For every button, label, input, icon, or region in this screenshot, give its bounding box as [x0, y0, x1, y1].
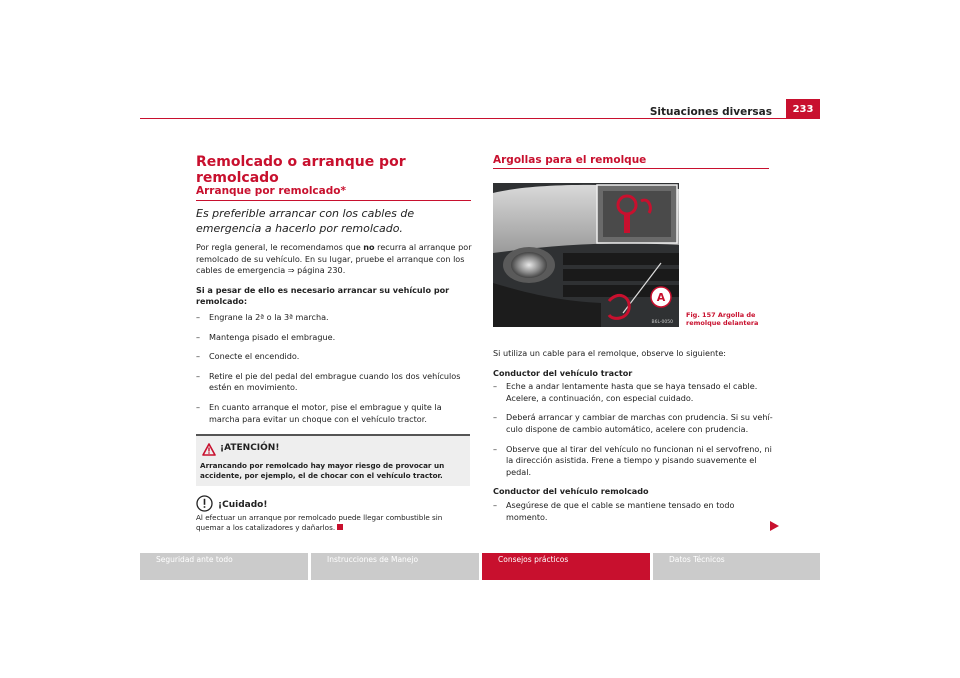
square-icon	[337, 524, 343, 530]
left-body	[196, 242, 472, 433]
footer-tab-seguridad[interactable]: Seguridad ante todo	[140, 553, 308, 580]
dash: –	[196, 311, 201, 322]
para-intro: Si utiliza un cable para el remolque, observe lo siguiente:	[493, 348, 727, 358]
figure-label-a: A	[656, 291, 666, 304]
step-item	[196, 371, 472, 394]
step-item	[196, 332, 472, 344]
caution-text	[196, 513, 472, 533]
warning-box	[196, 434, 470, 486]
dash: –	[493, 412, 498, 423]
tractor-heading: Conductor del vehículo tractor	[493, 367, 633, 378]
main-title: Remolcado o arranque por remolcado	[196, 154, 406, 186]
subtitle: Arranque por remolcado*	[196, 185, 346, 197]
step-text: Engrane la 2ª o la 3ª marcha.	[209, 311, 329, 322]
subtitle-rule	[196, 200, 471, 201]
warning-triangle-icon	[202, 443, 216, 456]
right-body	[493, 348, 775, 531]
triangle-right-icon[interactable]	[770, 521, 779, 531]
dash: –	[196, 370, 201, 381]
warning-text: Arrancando por remolcado hay mayor riesgo de provocar un accidente, por ejemplo, el de chocar con el vehículo tractor.	[200, 461, 445, 480]
dash: –	[196, 401, 201, 412]
step-item	[196, 351, 472, 363]
dash: –	[196, 331, 201, 342]
step-text: Observe que al tirar del vehículo no funcionan ni el servofreno, ni la dirección asistida. Frene a tiempo y pisando suavemente el pedal.	[506, 443, 772, 477]
dash: –	[196, 351, 201, 362]
tractor-step	[493, 444, 775, 479]
footer-tab-consejos[interactable]: Consejos prácticos	[482, 553, 650, 580]
warning-title: ¡ATENCIÓN!	[220, 443, 280, 453]
dash: –	[493, 381, 498, 392]
step-text: Asegúrese de que el cable se mantiene tensado en todo momento.	[506, 499, 735, 522]
step-text: Conecte el encendido.	[209, 351, 300, 362]
para1-end: recurra al arranque por remolcado de su vehículo. En su lugar, pruebe el arranque con los cables de emergencia ⇒ página 230.	[196, 242, 472, 276]
exclamation-circle-icon	[196, 495, 213, 512]
para-if-needed: Si a pesar de ello es necesario arrancar su vehículo por remolcado:	[196, 284, 450, 307]
step-text: Retire el pie del pedal del embrague cuando los dos vehículos estén en movimiento.	[209, 370, 461, 393]
para1-bold: no	[363, 242, 375, 252]
right-title: Argollas para el remolque	[493, 154, 647, 166]
footer-tab-datos[interactable]: Datos Técnicos	[653, 553, 820, 580]
step-item	[196, 312, 472, 324]
tractor-step	[493, 412, 775, 435]
para1-start: Por regla general, le recomendamos que	[196, 242, 364, 252]
tractor-step	[493, 381, 775, 404]
figure-caption: Fig. 157 Argolla de remolque delantera	[686, 311, 759, 327]
step-text: Deberá arrancar y cambiar de marchas con prudencia. Si su vehí-culo dispone de cambio automático, acelere con prudencia.	[506, 412, 773, 434]
step-text: En cuanto arranque el motor, pise el embrague y quite la marcha para evitar un choque con el vehículo tractor.	[209, 401, 442, 424]
caution-body: Al efectuar un arranque por remolcado puede llegar combustible sin quemar a los catalizadores y dañarlos.	[196, 513, 443, 532]
dash: –	[493, 443, 498, 454]
tow-eye-photo	[493, 183, 679, 327]
footer-tab-instrucciones[interactable]: Instrucciones de Manejo	[311, 553, 479, 580]
header-rule	[140, 118, 820, 119]
dash: –	[493, 499, 498, 510]
figure-photo	[493, 183, 679, 327]
step-text: Mantenga pisado el embrague.	[209, 331, 336, 342]
para-recommendation	[196, 242, 472, 277]
towed-step	[493, 500, 775, 523]
step-item	[196, 402, 472, 425]
towed-heading: Conductor del vehículo remolcado	[493, 486, 649, 497]
step-text: Eche a andar lentamente hasta que se haya tensado el cable. Acelere, a continuación, con especial cuidado.	[506, 381, 758, 403]
page-number: 233	[786, 99, 820, 119]
caution-title: ¡Cuidado!	[218, 500, 268, 510]
right-title-rule	[493, 168, 769, 169]
figure-code: B6L-0050	[651, 320, 673, 325]
intro-text: Es preferible arrancar con los cables de emergencia a hacerlo por remolcado.	[196, 207, 415, 235]
right-title-wrap	[493, 154, 769, 166]
section-title: Situaciones diversas	[649, 106, 772, 118]
subtitle-wrap	[196, 185, 472, 197]
main-title-wrap	[196, 154, 486, 186]
